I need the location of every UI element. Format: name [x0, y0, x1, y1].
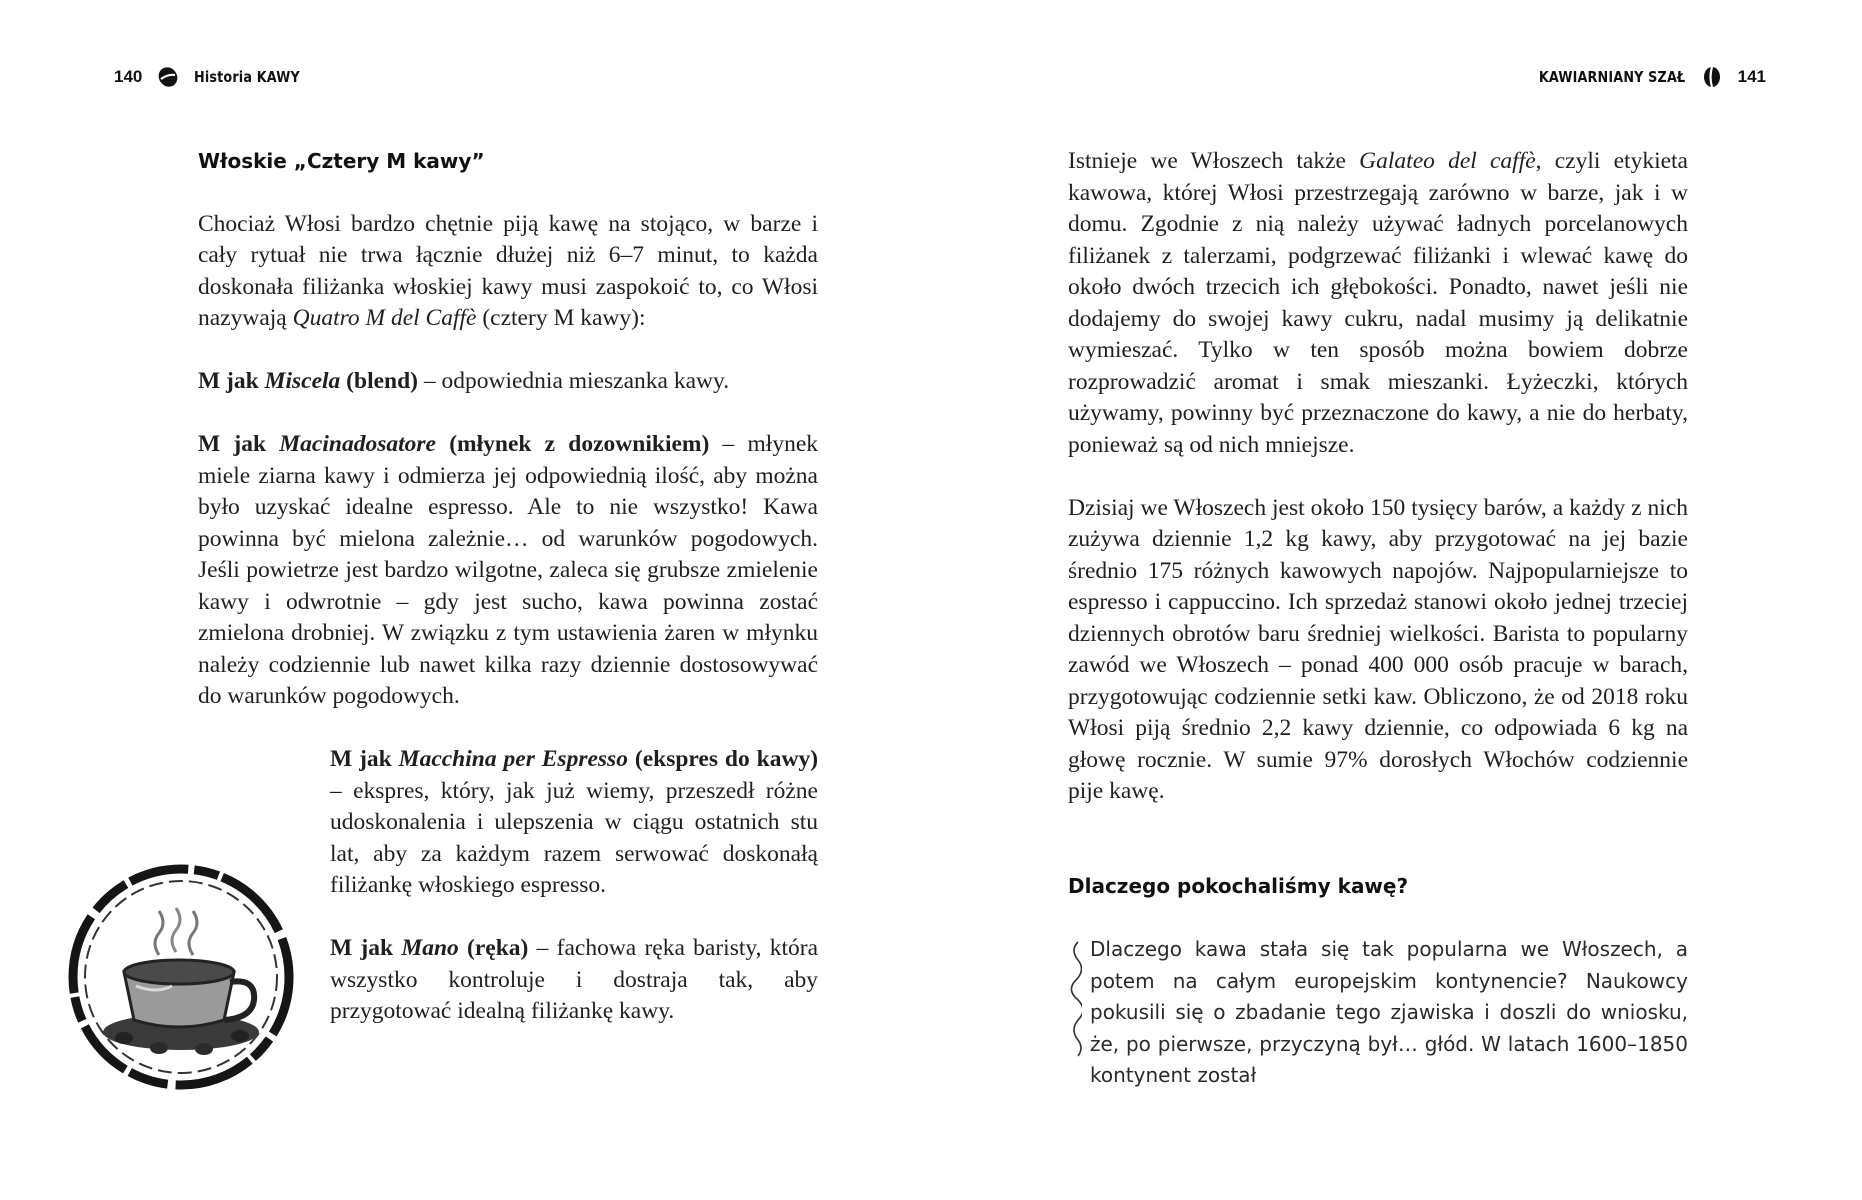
running-title-left: Historia KAWY: [194, 68, 301, 86]
coffee-cup-stamp-illustration: [64, 860, 298, 1094]
m-item-mano: M jak Mano (ręka) – fachowa ręka baristy, która wszystko kontroluje i dostraja tak, aby przygotować idealną filiżankę kawy.: [330, 935, 818, 1024]
section-heading: Włoskie „Cztery M kawy”: [198, 149, 485, 173]
m-item-macinadosatore: M jak Macinadosatore (młynek z dozownikiem) – młynek miele ziarna kawy i odmierza jej odpowiednią ilość, aby można było uzyskać idealne espresso. Ale to nie wszystko! Kawa powinna być mielona zależnie… od warunków pogodowych. Jeśli powietrze jest bardzo wilgotne, zaleca się grubsze zmielenie kawy i odwrotnie – gdy jest sucho, kawa powinna zostać zmielona drobniej. W związku z tym ustawienia żaren w młynku należy codziennie lub nawet kilka razy dziennie dostosowywać do warunków pogodowych.: [198, 431, 818, 709]
page-number-left: 140: [114, 67, 143, 86]
quote-text: Dlaczego kawa stała się tak popularna we Włoszech, a potem na całym europejskim kontynencie? Naukowcy pokusili się o zbadanie tego zjawiska i doszli do wniosku, że, po pierwsze, przyczyną był… głód. W latach 1600–1850 kontynent został: [1090, 937, 1688, 1087]
brace-ornament-icon: [1068, 940, 1082, 1058]
m-item-macchina: M jak Macchina per Espresso (ekspres do kawy) – ekspres, który, jak już wiemy, przeszedł różne udoskonalenia i ulepszenia w ciągu ostatnich stu lat, aby za każdym razem serwować doskonałą filiżankę włoskiego espresso.: [330, 746, 819, 898]
right-page-body: [1068, 146, 1688, 902]
page-number-right: 141: [1737, 67, 1766, 86]
running-title-right: KAWIARNIANY SZAŁ: [1539, 68, 1686, 86]
section-heading-2: Dlaczego pokochaliśmy kawę?: [1068, 873, 1409, 898]
statistics-paragraph: Dzisiaj we Włoszech jest około 150 tysięcy barów, a każdy z nich zużywa dziennie 1,2 kg kawy, aby przygotować na jej bazie średnio 175 różnych kawowych napojów. Najpopularniejsze to espresso i cappuccino. Ich sprzedaż stanowi około jednej trzeciej dziennych obrotów baru średniej wielkości. Barista to popularny zawód we Włoszech – ponad 400 000 osób pracuje w barach, przygotowując codziennie setki kaw. Obliczono, że od 2018 roku Włosi piją średnio 2,2 kawy dziennie, co odpowiada 6 kg na głowę rocznie. W sumie 97% dorosłych Włochów codziennie pije kawę.: [1068, 494, 1688, 804]
left-page-header: [114, 62, 319, 92]
m-item-miscela: M jak Miscela (blend) – odpowiednia mieszanka kawy.: [198, 368, 730, 394]
intro-paragraph: Chociaż Włosi bardzo chętnie piją kawę na stojąco, w barze i cały rytuał nie trwa łącznie dłużej niż 6–7 minut, to każda doskonała filiżanka włoskiej kawy musi zaspokoić to, co Włosi nazywają Quatro M del Caffè (cztery M kawy):: [198, 210, 818, 331]
coffee-bean-icon: [1702, 66, 1722, 88]
galateo-paragraph: Istnieje we Włoszech także Galateo del caffè, czyli etykieta kawowa, której Włosi przestrzegają zarówno w barze, jak i w domu. Zgodnie z nią należy używać ładnych porcelanowych filiżanek z talerzami, podgrzewać filiżanki i wlewać kawę do około dwóch trzecich ich głębokości. Ponadto, nawet jeśli nie dodajemy do swojej kawy cukru, nadal musimy ją delikatnie wymieszać. Tylko w ten sposób można bowiem dobrze rozprowadzić aromat i smak mieszanki. Łyżeczki, których używamy, powinny być przeznaczone do kawy, a nie do herbaty, ponieważ są od nich mniejsze.: [1068, 148, 1688, 458]
quote-block: [1068, 934, 1688, 1092]
coffee-bean-icon: [158, 66, 178, 88]
right-page-header: [1513, 62, 1766, 92]
